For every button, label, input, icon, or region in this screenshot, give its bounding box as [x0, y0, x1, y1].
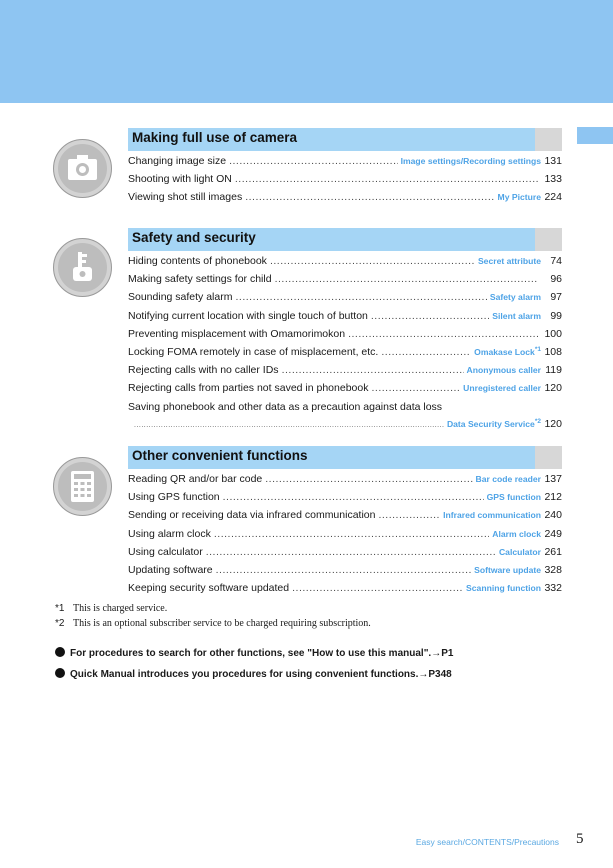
note-item [55, 667, 453, 688]
item-label: Notifying current location with single touch of button [128, 309, 368, 322]
page-ref: 240 [544, 509, 562, 522]
list-item[interactable] [128, 273, 562, 291]
page-ref: 120 [544, 417, 562, 430]
leader-dots [371, 382, 460, 394]
note-text: For procedures to search for other functions, see "How to use this manual".→P1 [70, 648, 454, 659]
list-item[interactable] [128, 364, 562, 382]
page-ref: 99 [550, 309, 562, 322]
page-ref: 137 [544, 473, 562, 485]
leader-dots [265, 473, 472, 485]
function-key: Scanning function [466, 583, 541, 594]
leader-dots [216, 564, 472, 576]
function-key-wrap [487, 492, 541, 502]
function-key: Infrared communication [443, 510, 541, 521]
header-tail [535, 446, 562, 469]
function-key: Omakase Lock [474, 346, 535, 357]
page-ref: 249 [544, 527, 562, 540]
item-label: Viewing shot still images [128, 191, 243, 204]
item-label: Rejecting calls with no caller IDs [128, 364, 279, 377]
leader-dots [214, 528, 489, 540]
function-key-wrap [490, 292, 541, 302]
bullet-icon [55, 647, 65, 657]
section-title: Safety and security [132, 230, 256, 245]
list-item[interactable] [128, 328, 562, 346]
function-key: Unregistered caller [463, 383, 541, 394]
leader-dots [270, 255, 475, 267]
key-icon [53, 238, 112, 297]
function-key-wrap [447, 418, 541, 429]
function-key: Data Security Service [446, 418, 535, 429]
list-item[interactable] [128, 528, 562, 546]
item-label: Saving phonebook and other data as a precaution against data loss [128, 400, 443, 413]
item-label: Using alarm clock [128, 527, 211, 540]
footnote-mark: *1 [55, 603, 65, 614]
function-key-wrap [474, 346, 541, 357]
page-ref: 96 [550, 273, 562, 286]
function-key: Silent alarm [492, 310, 541, 321]
function-key-wrap [498, 192, 541, 202]
header-tail [535, 228, 562, 251]
item-label: Changing image size [128, 155, 227, 167]
leader-dots [206, 546, 496, 558]
function-key-wrap [467, 365, 542, 375]
function-key-wrap [463, 383, 541, 393]
page-ref: 332 [544, 582, 562, 595]
section-header [128, 128, 562, 151]
item-label: Using calculator [128, 545, 203, 558]
calculator-icon [53, 457, 112, 516]
function-key-wrap [492, 529, 541, 539]
function-key: Bar code reader [475, 474, 541, 484]
page-number: 5 [576, 831, 584, 847]
side-tab [577, 127, 613, 144]
leader-dots [275, 273, 538, 285]
list-item[interactable] [128, 382, 562, 400]
camera-icon [53, 139, 112, 198]
list-item[interactable] [128, 491, 562, 509]
page-ref: 212 [544, 491, 562, 504]
leader-dots [235, 173, 538, 185]
list-item[interactable] [128, 546, 562, 564]
list-item[interactable] [128, 509, 562, 527]
top-band [0, 0, 613, 103]
footnotes [55, 603, 371, 633]
page-ref: 120 [544, 382, 562, 395]
item-label: Making safety settings for child [128, 273, 272, 286]
footnote-text: This is an optional subscriber service to be charged requiring subscription. [73, 618, 371, 629]
list-item[interactable] [128, 310, 562, 328]
function-key-wrap [499, 547, 541, 557]
function-key: Software update [474, 564, 541, 575]
leader-dots [229, 155, 398, 167]
page-ref: 328 [544, 563, 562, 576]
footer-breadcrumb[interactable]: Easy search/CONTENTS/Precautions [415, 837, 559, 847]
footnote-mark: *2 [55, 618, 65, 629]
list-item[interactable] [128, 582, 562, 600]
item-label: Using GPS function [128, 491, 220, 504]
footnote [55, 603, 371, 618]
item-label: Sending or receiving data via infrared communication [128, 509, 376, 522]
section-other [128, 446, 562, 600]
list-item[interactable] [128, 291, 562, 309]
item-label: Keeping security software updated [128, 582, 290, 595]
function-key: Alarm clock [492, 528, 541, 539]
leader-dots [235, 291, 486, 303]
page-ref: 97 [550, 291, 562, 304]
list-item[interactable] [128, 564, 562, 582]
footnote-ref: *1 [534, 346, 541, 354]
leader-dots [378, 509, 440, 521]
item-label: Sounding safety alarm [128, 291, 233, 304]
section-header [128, 228, 562, 251]
function-key-wrap [492, 311, 541, 321]
leader-dots [348, 328, 538, 340]
item-label: Rejecting calls from parties not saved in phonebook [128, 382, 369, 395]
list-item[interactable] [128, 173, 562, 191]
leader-dots [245, 191, 494, 203]
section-camera [128, 128, 562, 210]
list-item[interactable] [128, 346, 562, 364]
page-ref: 74 [550, 255, 562, 267]
item-label: Reading QR and/or bar code [128, 473, 263, 485]
page-ref: 133 [544, 173, 562, 186]
page-ref: 131 [544, 155, 562, 167]
footnote [55, 618, 371, 633]
function-key: Image settings/Recording settings [400, 156, 541, 166]
page-ref: 108 [544, 345, 562, 358]
leader-dots [292, 582, 463, 594]
function-key: GPS function [486, 492, 541, 503]
item-label: Locking FOMA remotely in case of misplacement, etc. [128, 345, 379, 358]
function-key-wrap [474, 565, 541, 575]
note-item [55, 646, 453, 667]
section-title: Other convenient functions [132, 448, 308, 463]
page-ref: 100 [544, 327, 562, 340]
function-key-wrap [443, 510, 541, 520]
list-item[interactable] [128, 155, 562, 173]
list-item[interactable] [128, 473, 562, 491]
note-text: Quick Manual introduces you procedures for using convenient functions.→P348 [70, 669, 452, 680]
function-key-wrap [466, 583, 541, 593]
footnote-text: This is charged service. [73, 603, 168, 614]
leader-dots [134, 422, 444, 429]
list-item[interactable] [128, 191, 562, 209]
function-key-wrap [401, 156, 541, 166]
page-ref: 261 [544, 545, 562, 558]
section-title: Making full use of camera [132, 130, 298, 145]
function-key: Calculator [498, 546, 541, 557]
leader-dots [223, 491, 484, 503]
list-item[interactable] [128, 255, 562, 273]
leader-dots [371, 310, 489, 322]
function-key: Secret attribute [477, 256, 541, 266]
header-tail [535, 128, 562, 151]
leader-dots [282, 364, 464, 376]
leader-dots [381, 346, 471, 358]
notes [55, 646, 453, 688]
function-key: Anonymous caller [466, 365, 541, 376]
item-label: Preventing misplacement with Omamorimokon [128, 327, 346, 340]
list-item[interactable] [128, 401, 562, 434]
item-label: Hiding contents of phonebook [128, 255, 267, 267]
function-key: My Picture [497, 192, 541, 203]
item-label: Shooting with light ON [128, 173, 232, 186]
section-safety [128, 228, 562, 434]
section-header [128, 446, 562, 469]
item-label: Updating software [128, 563, 213, 576]
page-ref: 224 [544, 191, 562, 204]
function-key-wrap [476, 474, 541, 484]
bullet-icon [55, 668, 65, 678]
function-key-wrap [478, 256, 541, 266]
page-ref: 119 [545, 364, 562, 377]
function-key: Safety alarm [489, 292, 541, 303]
footnote-ref: *2 [534, 417, 541, 425]
